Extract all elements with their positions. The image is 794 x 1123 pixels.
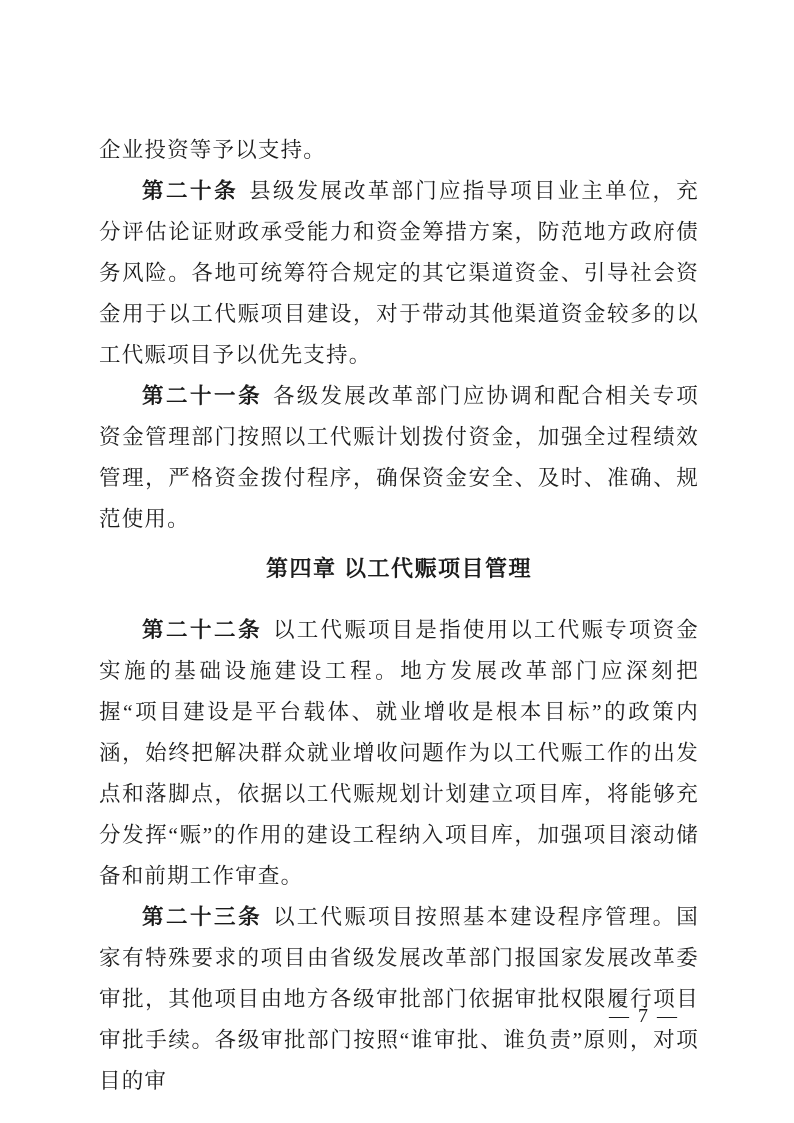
document-body xyxy=(99,130,699,1102)
paragraph-article-21 xyxy=(99,376,699,540)
page-number: — 7 — xyxy=(609,1005,679,1027)
paragraph-text: 以工代赈项目是指使用以工代赈专项资金实施的基础设施建设工程。地方发展改革部门应深刻把握“项目建设是平台载体、就业增收是根本目标”的政策内涵，始终把解决群众就业增收问题作为以工代赈工作的出发点和落脚点，依据以工代赈规划计划建立项目库，将能够充分发挥“赈”的作用的建设工程纳入项目库，加强项目滚动储备和前期工作审查。 xyxy=(99,618,699,888)
paragraph-article-23 xyxy=(99,897,699,1102)
article-number-label: 第二十二条 xyxy=(142,618,263,642)
paragraph-article-20 xyxy=(99,171,699,376)
article-number-label: 第二十条 xyxy=(142,179,239,203)
paragraph-text: 县级发展改革部门应指导项目业主单位，充分评估论证财政承受能力和资金筹措方案，防范地方政府债务风险。各地可统筹符合规定的其它渠道资金、引导社会资金用于以工代赈项目建设，对于带动其他渠道资金较多的以工代赈项目予以优先支持。 xyxy=(99,179,699,367)
paragraph-text: 各级发展改革部门应协调和配合相关专项资金管理部门按照以工代赈计划拨付资金，加强全过程绩效管理，严格资金拨付程序，确保资金安全、及时、准确、规范使用。 xyxy=(99,384,699,531)
paragraph-continuation xyxy=(99,130,699,171)
paragraph-article-22 xyxy=(99,610,699,897)
article-number-label: 第二十一条 xyxy=(142,384,263,408)
paragraph-text: 企业投资等予以支持。 xyxy=(99,138,327,162)
article-number-label: 第二十三条 xyxy=(142,905,263,929)
chapter-heading: 第四章 以工代赈项目管理 xyxy=(265,556,533,581)
paragraph-text: 以工代赈项目按照基本建设程序管理。国家有特殊要求的项目由省级发展改革部门报国家发展改革委审批，其他项目由地方各级审批部门依据审批权限履行项目审批手续。各级审批部门按照“谁审批、谁负责”原则，对项目的审 xyxy=(99,905,699,1093)
